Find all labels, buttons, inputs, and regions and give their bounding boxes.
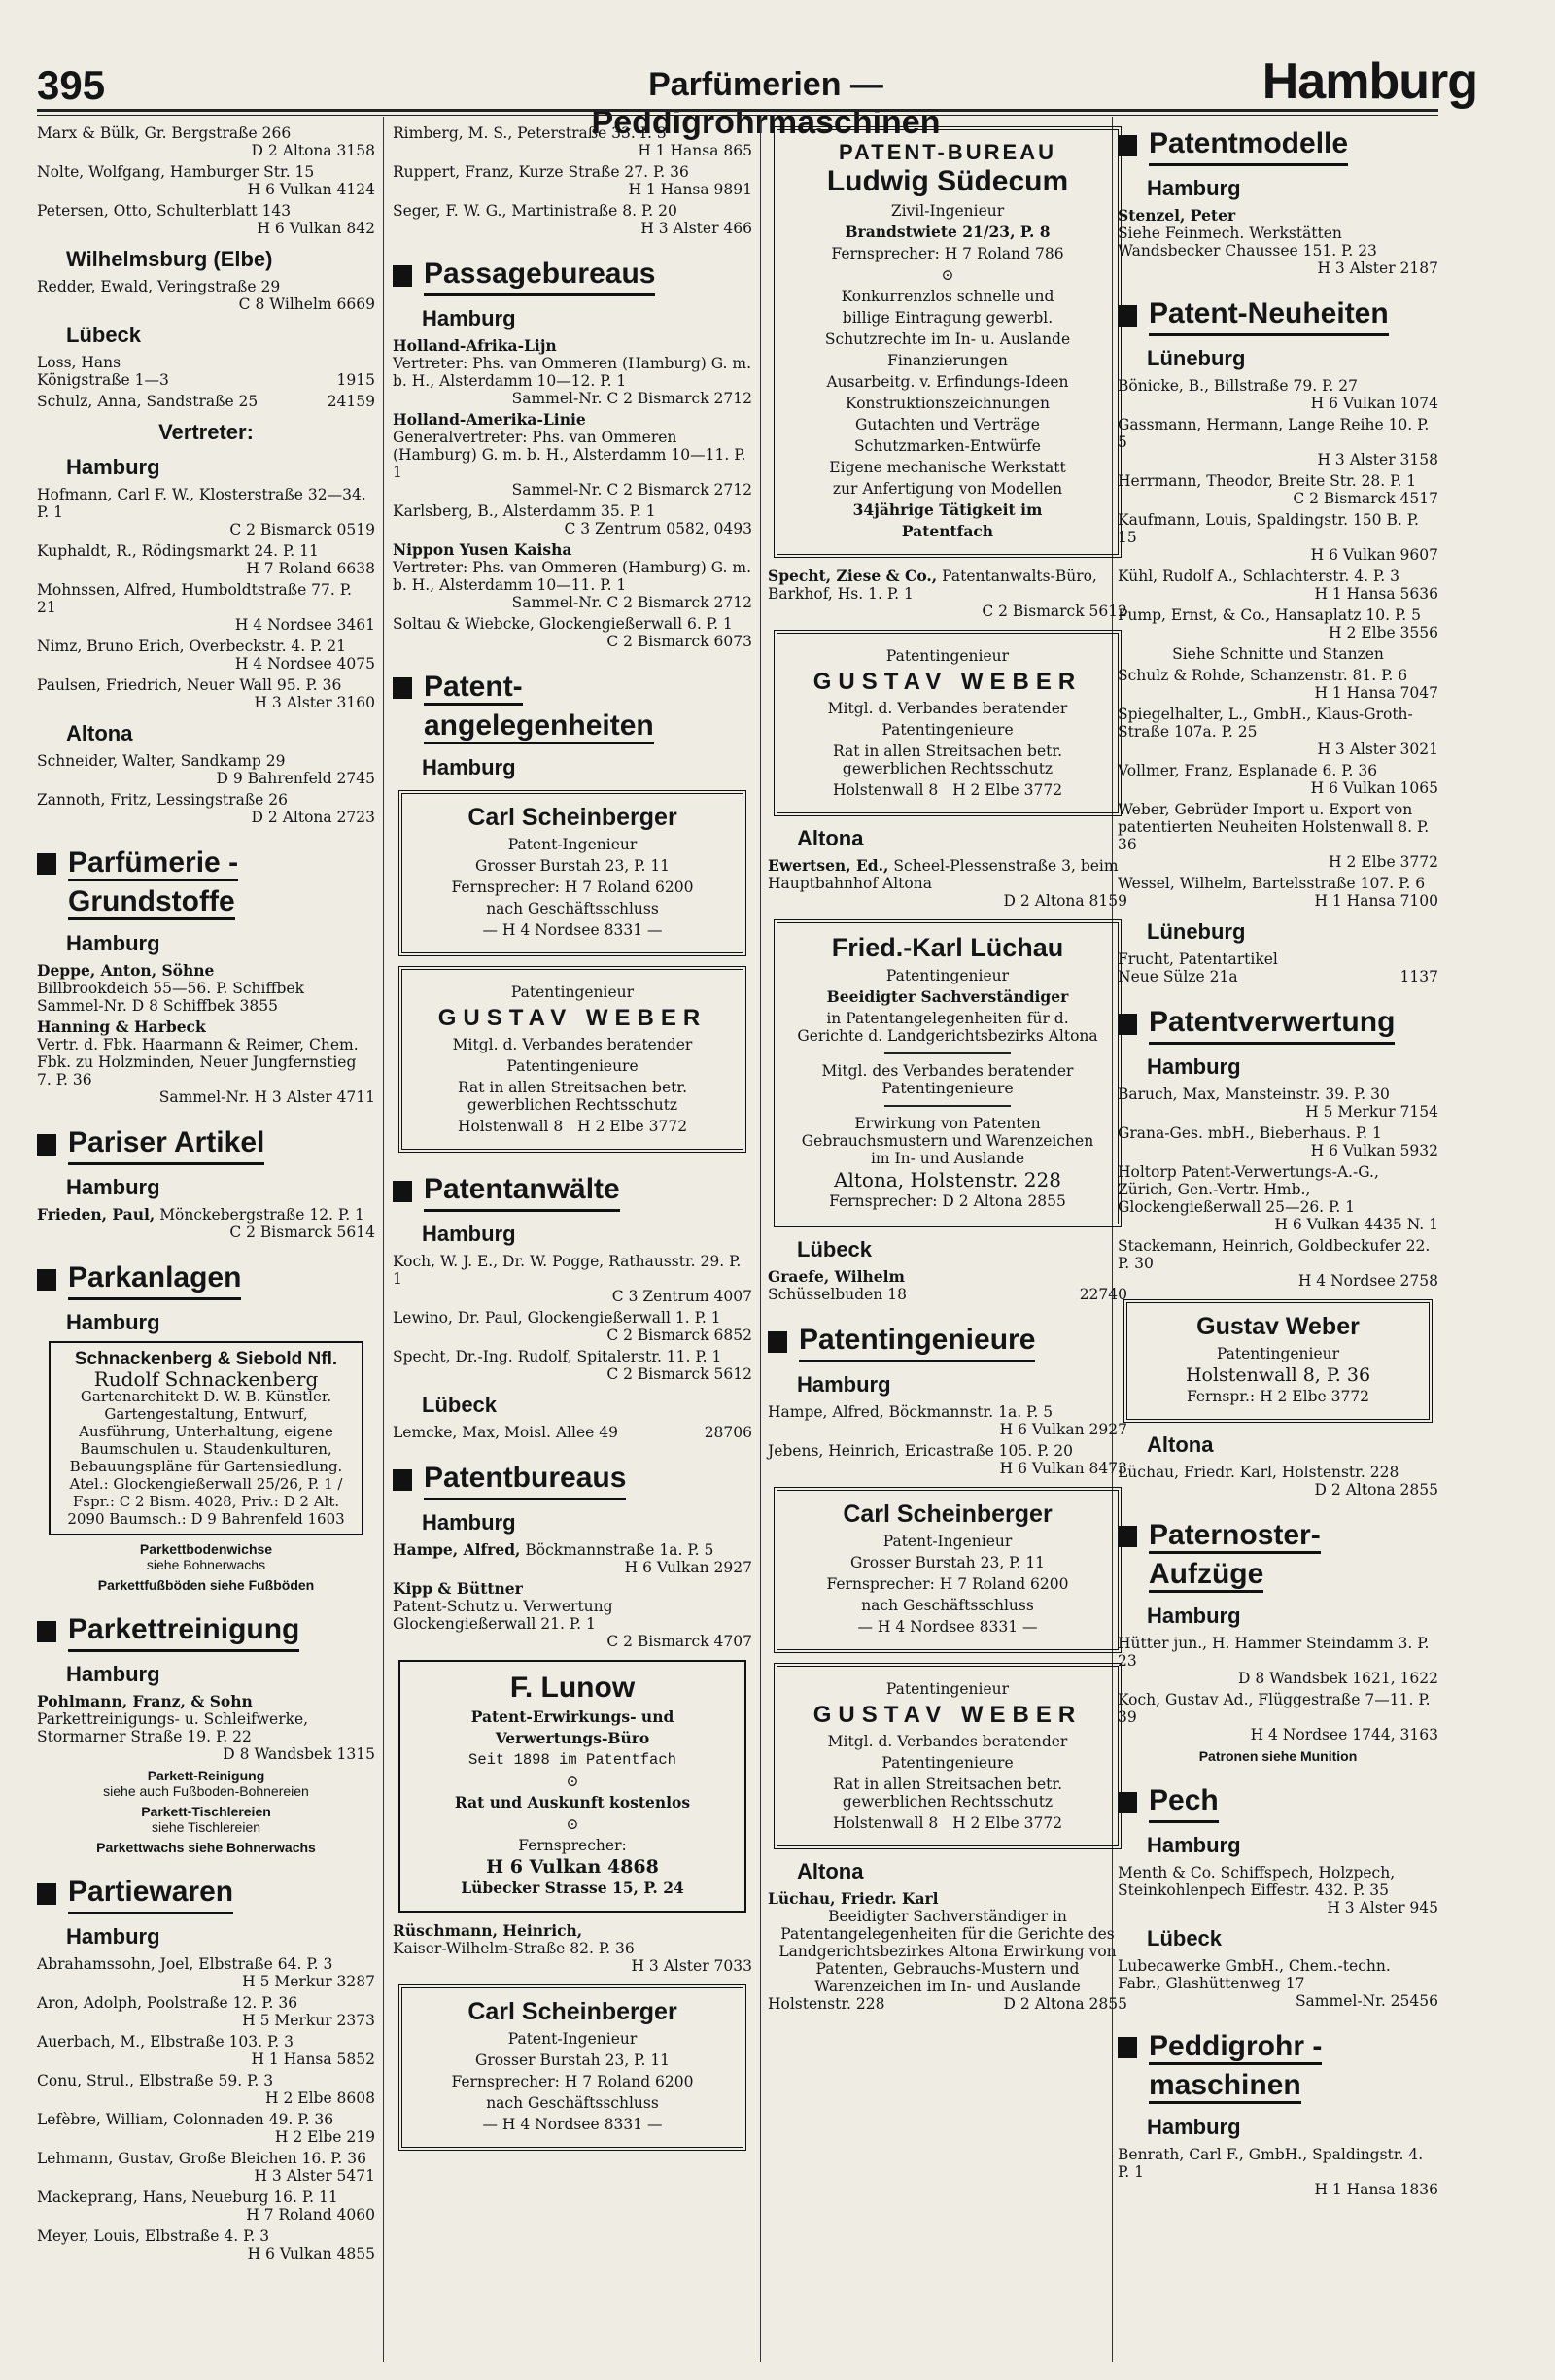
- city-heading: Hamburg: [66, 1662, 160, 1686]
- entry: Wessel, Wilhelm, Bartelsstraße 107. P. 6 H 1 Hansa 7100: [1118, 875, 1438, 910]
- entry: Meyer, Louis, Elbstraße 4. P. 3 H 6 Vulkan 4855: [37, 2227, 375, 2262]
- entry: Karlsberg, B., Alsterdamm 35. P. 1 C 3 Zentrum 0582, 0493: [393, 502, 752, 537]
- page-header: [37, 45, 1477, 141]
- entry: Jebens, Heinrich, Ericastraße 105. P. 20 H 6 Vulkan 8473: [768, 1442, 1127, 1477]
- entry: Ruppert, Franz, Kurze Straße 27. P. 36 H 1 Hansa 9891: [393, 163, 752, 198]
- city-heading: Hamburg: [66, 1175, 160, 1199]
- advert-lunow: F. Lunow Patent-Erwirkungs- und Verwertungs-Büro Seit 1898 im Patentfach ⊙ Rat und Auskunft kostenlos ⊙ Fernsprecher: H 6 Vulkan 4868 Lübecker Strasse 15, P. 24: [398, 1660, 746, 1913]
- section-heading: Parkettreinigung: [37, 1610, 375, 1652]
- entry: Lemcke, Max, Moisl. Allee 49 28706: [393, 1424, 752, 1441]
- page-number: 395: [37, 62, 106, 108]
- section-heading: Parkanlagen: [37, 1259, 375, 1300]
- entry: Loss, Hans Königstraße 1—3 1915: [37, 354, 375, 389]
- entry: Siehe Schnitte und Stanzen: [1172, 645, 1384, 663]
- entry: Auerbach, M., Elbstraße 103. P. 3 H 1 Hansa 5852: [37, 2033, 375, 2068]
- entry: Frucht, Patentartikel Neue Sülze 21a 1137: [1118, 950, 1438, 985]
- entry: Ewertsen, Ed., Scheel-Plessenstraße 3, beim Hauptbahnhof Altona D 2 Altona 8159: [768, 856, 1127, 910]
- column-3: [768, 124, 1127, 2017]
- entry: Redder, Ewald, Veringstraße 29 C 8 Wilhelm 6669: [37, 278, 375, 313]
- section-heading: Patentverwertung: [1118, 1003, 1438, 1045]
- entry: Lüchau, Friedr. Karl, Holstenstr. 228 D 2 Altona 2855: [1118, 1464, 1438, 1499]
- city-heading: Hamburg: [66, 455, 160, 479]
- entry: Hampe, Alfred, Böckmannstr. 1a. P. 5 H 6 Vulkan 2927: [768, 1403, 1127, 1438]
- entry: Baruch, Max, Mansteinstr. 39. P. 30 H 5 Merkur 7154: [1118, 1086, 1438, 1121]
- advert-gustav-weber: Patentingenieur GUSTAV WEBER Mitgl. d. Verbandes beratender Patentingenieure Rat in allen Streitsachen betr. gewerblichen Rechtsschutz Holstenwall 8 H 2 Elbe 3772: [398, 966, 746, 1153]
- city-heading: Hamburg: [66, 931, 160, 955]
- entry: Graefe, Wilhelm Schüsselbuden 18 22740: [768, 1267, 1127, 1303]
- column-divider: [383, 117, 384, 2362]
- city-heading: Hamburg: [66, 1924, 160, 1949]
- entry: Lüchau, Friedr. Karl Beeidigter Sachverständiger in Patentangelegenheiten für die Gerichte des Landgerichtsbezirkes Altona Erwirkung von Patenten, Gebrauchs-Mustern und Warenzeichen im In- und Auslande Holstenstr. 228 D 2 Altona 2855: [768, 1889, 1127, 2013]
- entry: Nippon Yusen Kaisha Vertreter: Phs. van Ommeren (Hamburg) G. m. b. H., Alsterdamm 10—11. P. 1 Sammel-Nr. C 2 Bismarck 2712: [393, 540, 752, 611]
- entry: Menth & Co. Schiffspech, Holzpech, Steinkohlenpech Eiffestr. 432. P. 35 H 3 Alster 945: [1118, 1864, 1438, 1916]
- entry: Mackeprang, Hans, Neueburg 16. P. 11 H 7 Roland 4060: [37, 2189, 375, 2224]
- section-heading: Patentmodelle: [1118, 124, 1438, 166]
- advert-fried-karl-luechau: Fried.-Karl Lüchau Patentingenieur Beeidigter Sachverständiger in Patentangelegenheiten für d. Gerichte d. Landgerichtsbezirks Altona Mitgl. des Verbandes beratender Patentingenieure Erwirkung von Patenten Gebrauchsmustern und Warenzeichen im In- und Auslande Altona, Holstenstr. 228 Fernsprecher: D 2 Altona 2855: [774, 919, 1122, 1227]
- cross-reference: Patronen siehe Munition: [1198, 1748, 1358, 1764]
- section-heading: Pariser Artikel: [37, 1123, 375, 1165]
- entry: Pohlmann, Franz, & Sohn Parkettreinigungs- u. Schleifwerke, Stormarner Straße 19. P. 22 D 8 Wandsbek 1315: [37, 1692, 375, 1763]
- city-heading: Hamburg: [66, 1310, 160, 1334]
- city-heading: Wilhelmsburg (Elbe): [66, 247, 273, 271]
- entry: Holland-Afrika-Lijn Vertreter: Phs. van Ommeren (Hamburg) G. m. b. H., Alsterdamm 10—12. P. 1 Sammel-Nr. C 2 Bismarck 2712: [393, 336, 752, 407]
- city-heading: Lübeck: [1147, 1926, 1223, 1950]
- entry: Stenzel, Peter Siehe Feinmech. Werkstätten Wandsbecker Chaussee 151. P. 23 H 3 Alster 2187: [1118, 206, 1438, 277]
- city-heading: Hamburg: [1147, 2115, 1241, 2139]
- entry: Lehmann, Gustav, Große Bleichen 16. P. 36 H 3 Alster 5471: [37, 2150, 375, 2185]
- entry: Zannoth, Fritz, Lessingstraße 26 D 2 Altona 2723: [37, 791, 375, 826]
- entry: Herrmann, Theodor, Breite Str. 28. P. 1 C 2 Bismarck 4517: [1118, 472, 1438, 507]
- city-heading: Hamburg: [1147, 176, 1241, 200]
- entry: Holtorp Patent-Verwertungs-A.-G., Zürich, Gen.-Vertr. Hmb., Glockengießerwall 25—26. P. 1 H 6 Vulkan 4435 N. 1: [1118, 1163, 1438, 1233]
- city-heading: Lübeck: [797, 1237, 873, 1261]
- advert-suedecum: PATENT-BUREAU Ludwig Südecum Zivil-Ingenieur Brandstwiete 21/23, P. 8 Fernsprecher: H 7 Roland 786 ⊙ Konkurrenzlos schnelle und billige Eintragung gewerbl. Schutzrechte im In- u. Auslande Finanzierungen Ausarbeitg. v. Erfindungs-Ideen Konstruktionszeichnungen Gutachten und Verträge Schutzmarken-Entwürfe Eigene mechanische Werkstatt zur Anfertigung von Modellen 34jährige Tätigkeit im Patentfach: [774, 126, 1122, 558]
- entry: Kaufmann, Louis, Spaldingstr. 150 B. P. 15 H 6 Vulkan 9607: [1118, 511, 1438, 564]
- column-divider: [760, 117, 761, 2362]
- section-heading: Patent- angelegenheiten: [393, 668, 752, 745]
- entry: Aron, Adolph, Poolstraße 12. P. 36 H 5 Merkur 2373: [37, 1994, 375, 2029]
- cross-reference: Parkett-Reinigung siehe auch Fußboden-Bohnereien: [103, 1768, 309, 1799]
- section-heading: Peddigrohr - maschinen: [1118, 2027, 1438, 2105]
- entry: Koch, W. J. E., Dr. W. Pogge, Rathausstr. 29. P. 1 C 3 Zentrum 4007: [393, 1253, 752, 1305]
- advert-gustav-weber: Patentingenieur GUSTAV WEBER Mitgl. d. Verbandes beratender Patentingenieure Rat in allen Streitsachen betr. gewerblichen Rechtsschutz Holstenwall 8 H 2 Elbe 3772: [774, 630, 1122, 816]
- entry: Deppe, Anton, Söhne Billbrookdeich 55—56. P. Schiffbek Sammel-Nr. D 8 Schiffbek 3855: [37, 961, 304, 1015]
- city-heading: Lübeck: [66, 323, 142, 347]
- city-heading: Hamburg: [422, 1510, 516, 1535]
- column-4: [1118, 124, 1438, 2202]
- entry: Petersen, Otto, Schulterblatt 143 H 6 Vulkan 842: [37, 202, 375, 237]
- entry: Kipp & Büttner Patent-Schutz u. Verwertung Glockengießerwall 21. P. 1 C 2 Bismarck 4707: [393, 1579, 752, 1650]
- entry: Conu, Strul., Elbstraße 59. P. 3 H 2 Elbe 8608: [37, 2072, 375, 2107]
- entry: Mohnssen, Alfred, Humboldtstraße 77. P. 21 H 4 Nordsee 3461: [37, 581, 375, 634]
- cross-reference: Parkettfußböden siehe Fußböden: [97, 1577, 315, 1593]
- page-title: Parfümerien — Peddigrohrmaschinen: [591, 66, 941, 141]
- entry: Gassmann, Hermann, Lange Reihe 10. P. 5 H 3 Alster 3158: [1118, 416, 1438, 468]
- city-heading: Altona: [1147, 1432, 1214, 1457]
- entry: Seger, F. W. G., Martinistraße 8. P. 20 H 3 Alster 466: [393, 202, 752, 237]
- advert-scheinberger: Carl Scheinberger Patent-Ingenieur Grosser Burstah 23, P. 11 Fernsprecher: H 7 Roland 6200 nach Geschäftsschluss — H 4 Nordsee 8331 —: [398, 1984, 746, 2151]
- entry: Lefèbre, William, Colonnaden 49. P. 36 H 2 Elbe 219: [37, 2111, 375, 2146]
- advert-gustav-weber: Patentingenieur GUSTAV WEBER Mitgl. d. Verbandes beratender Patentingenieure Rat in allen Streitsachen betr. gewerblichen Rechtsschutz Holstenwall 8 H 2 Elbe 3772: [774, 1663, 1122, 1849]
- entry: Spiegelhalter, L., GmbH., Klaus-Groth-Straße 107a. P. 25 H 3 Alster 3021: [1118, 706, 1438, 758]
- cross-reference: Parkett-Tischlereien siehe Tischlereien: [141, 1804, 271, 1835]
- city-heading: Lüneburg: [1147, 919, 1246, 944]
- entry: Rimberg, M. S., Peterstraße 33. P. 3 H 1 Hansa 865: [393, 124, 752, 159]
- entry: Lubecawerke GmbH., Chem.-techn. Fabr., Glashüttenweg 17 Sammel-Nr. 25456: [1118, 1957, 1438, 2010]
- section-heading: Patentbureaus: [393, 1459, 752, 1500]
- entry: Frieden, Paul, Mönckebergstraße 12. P. 1 C 2 Bismarck 5614: [37, 1205, 375, 1241]
- section-heading: Pech: [1118, 1781, 1438, 1823]
- entry: Schulz & Rohde, Schanzenstr. 81. P. 6 H 1 Hansa 7047: [1118, 667, 1438, 702]
- entry: Hampe, Alfred, Böckmannstraße 1a. P. 5 H 6 Vulkan 2927: [393, 1540, 752, 1576]
- entry: Kuphaldt, R., Rödingsmarkt 24. P. 11 H 7 Roland 6638: [37, 542, 375, 577]
- section-heading: Patentanwälte: [393, 1170, 752, 1212]
- city-heading: Hamburg: [1147, 1054, 1241, 1079]
- city-heading: Hamburg: [797, 1372, 891, 1397]
- entry: Koch, Gustav Ad., Flüggestraße 7—11. P. 39 H 4 Nordsee 1744, 3163: [1118, 1691, 1438, 1743]
- entry: Weber, Gebrüder Import u. Export von patentierten Neuheiten Holstenwall 8. P. 36 H 2 Elbe 3772: [1118, 801, 1438, 871]
- entry: Rüschmann, Heinrich, Kaiser-Wilhelm-Straße 82. P. 36 H 3 Alster 7033: [393, 1921, 752, 1975]
- city-heading: Hamburg: [1147, 1833, 1241, 1857]
- entry: Schulz, Anna, Sandstraße 25 24159: [37, 393, 375, 410]
- city-heading: Hamburg: [422, 1222, 516, 1246]
- entry: Hanning & Harbeck Vertr. d. Fbk. Haarmann & Reimer, Chem. Fbk. zu Holzminden, Neuer Jungfernstieg 7. P. 36 Sammel-Nr. H 3 Alster 4711: [37, 1018, 375, 1106]
- entry: Specht, Dr.-Ing. Rudolf, Spitalerstr. 11. P. 1 C 2 Bismarck 5612: [393, 1348, 752, 1383]
- entry: Vollmer, Franz, Esplanade 6. P. 36 H 6 Vulkan 1065: [1118, 762, 1438, 797]
- section-heading: Parfümerie - Grundstoffe: [37, 844, 375, 921]
- entry: Lewino, Dr. Paul, Glockengießerwall 1. P. 1 C 2 Bismarck 6852: [393, 1309, 752, 1344]
- entry: Specht, Ziese & Co., Patentanwalts-Büro, Barkhof, Hs. 1. P. 1 C 2 Bismarck 5612: [768, 567, 1127, 620]
- advert-gustav-weber-small: Gustav Weber Patentingenieur Holstenwall 8, P. 36 Fernspr.: H 2 Elbe 3772: [1123, 1299, 1433, 1423]
- section-heading: Patent-Neuheiten: [1118, 294, 1438, 336]
- entry: Grana-Ges. mbH., Bieberhaus. P. 1 H 6 Vulkan 5932: [1118, 1124, 1438, 1159]
- section-heading: Paternoster- Aufzüge: [1118, 1516, 1438, 1594]
- entry: Abrahamssohn, Joel, Elbstraße 64. P. 3 H 5 Merkur 3287: [37, 1955, 375, 1990]
- city-heading: Hamburg: [1147, 1604, 1241, 1628]
- entry: Hütter jun., H. Hammer Steindamm 3. P. 23 D 8 Wandsbek 1621, 1622: [1118, 1635, 1438, 1687]
- entry: Schneider, Walter, Sandkamp 29 D 9 Bahrenfeld 2745: [37, 752, 375, 787]
- entry: Soltau & Wiebcke, Glockengießerwall 6. P. 1 C 2 Bismarck 6073: [393, 615, 752, 650]
- city-heading: Altona: [797, 1859, 864, 1883]
- vertreter-heading: Vertreter:: [158, 420, 254, 444]
- column-2: [393, 124, 752, 2160]
- city-heading: Altona: [66, 721, 133, 745]
- entry: Holland-Amerika-Linie Generalvertreter: Phs. van Ommeren (Hamburg) G. m. b. H., Alsterdamm 10—11. P. 1 Sammel-Nr. C 2 Bismarck 2712: [393, 410, 752, 499]
- section-heading: Passagebureaus: [393, 255, 752, 296]
- entry: Bönicke, B., Billstraße 79. P. 27 H 6 Vulkan 1074: [1118, 377, 1438, 412]
- column-1: [37, 124, 375, 2266]
- entry: Benrath, Carl F., GmbH., Spaldingstr. 4. P. 1 H 1 Hansa 1836: [1118, 2146, 1438, 2198]
- entry: Paulsen, Friedrich, Neuer Wall 95. P. 36 H 3 Alster 3160: [37, 676, 375, 711]
- advert-scheinberger: Carl Scheinberger Patent-Ingenieur Grosser Burstah 23, P. 11 Fernsprecher: H 7 Roland 6200 nach Geschäftsschluss — H 4 Nordsee 8331 —: [774, 1487, 1122, 1653]
- advert-schnackenberg: Schnackenberg & Siebold Nfl. Rudolf Schnackenberg Gartenarchitekt D. W. B. Künstler. Gartengestaltung, Entwurf, Ausführung, Unterhaltung, eigene Baumschulen u. Staudenkulturen, Bebauungspläne für Gartensiedlung. Atel.: Glockengießerwall 25/26, P. 1 / Fspr.: C 2 Bism. 4028, Priv.: D 2 Alt. 2090 Baumsch.: D 9 Bahrenfeld 1603: [49, 1341, 363, 1535]
- city-heading: Hamburg: [422, 755, 516, 779]
- city-heading: Lübeck: [422, 1393, 498, 1417]
- entry: Pump, Ernst, & Co., Hansaplatz 10. P. 5 H 2 Elbe 3556: [1118, 606, 1438, 641]
- entry: Stackemann, Heinrich, Goldbeckufer 22. P. 30 H 4 Nordsee 2758: [1118, 1237, 1438, 1290]
- city-title: Hamburg: [1261, 53, 1477, 110]
- entry: Nimz, Bruno Erich, Overbeckstr. 4. P. 21 H 4 Nordsee 4075: [37, 638, 375, 673]
- advert-scheinberger: Carl Scheinberger Patent-Ingenieur Grosser Burstah 23, P. 11 Fernsprecher: H 7 Roland 6200 nach Geschäftsschluss — H 4 Nordsee 8331 —: [398, 790, 746, 956]
- section-heading: Partiewaren: [37, 1873, 375, 1914]
- cross-reference: Parkettwachs siehe Bohnerwachs: [96, 1840, 316, 1855]
- cross-reference: Parkettbodenwichse siehe Bohnerwachs: [139, 1541, 273, 1572]
- entry: Marx & Bülk, Gr. Bergstraße 266 D 2 Altona 3158: [37, 124, 375, 159]
- city-heading: Hamburg: [422, 306, 516, 330]
- entry: Nolte, Wolfgang, Hamburger Str. 15 H 6 Vulkan 4124: [37, 163, 375, 198]
- city-heading: Lüneburg: [1147, 346, 1246, 370]
- header-rule: [37, 109, 1438, 116]
- entry: Kühl, Rudolf A., Schlachterstr. 4. P. 3 H 1 Hansa 5636: [1118, 568, 1438, 603]
- section-heading: Patentingenieure: [768, 1321, 1127, 1362]
- entry: Hofmann, Carl F. W., Klosterstraße 32—34. P. 1 C 2 Bismarck 0519: [37, 486, 375, 538]
- city-heading: Altona: [797, 826, 864, 850]
